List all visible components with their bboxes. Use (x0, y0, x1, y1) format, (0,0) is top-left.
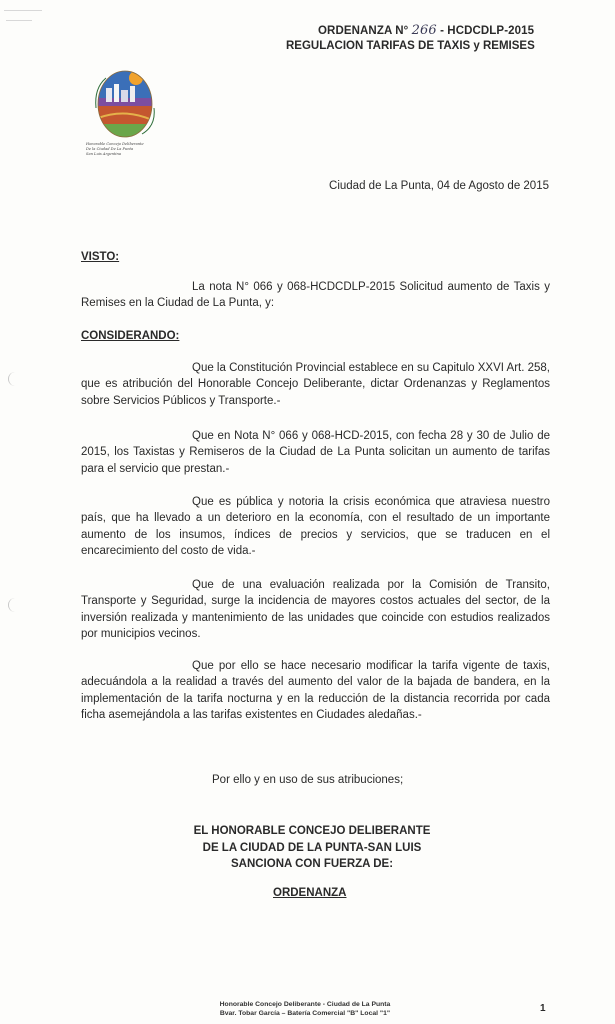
logo-caption-line: Honorable Concejo Deliberante (86, 142, 144, 146)
council-logo (92, 68, 158, 140)
footer-line-1: Honorable Concejo Deliberante - Ciudad de La Punta (219, 1001, 391, 1008)
scan-mark (4, 10, 42, 11)
handwritten-ordinance-number: 266 (411, 23, 437, 38)
date-line: Ciudad de La Punta, 04 de Agosto de 2015 (329, 180, 549, 192)
visto-heading: VISTO: (81, 251, 120, 263)
sanction-line: EL HONORABLE CONCEJO DELIBERANTE (193, 825, 431, 837)
sanction-line: DE LA CIUDAD DE LA PUNTA-SAN LUIS (202, 841, 422, 854)
considerando-paragraph (81, 360, 550, 409)
footer-line-2: Bvar. Tobar García – Batería Comercial "B" Local "1" (219, 1010, 391, 1017)
closing-line: Por ello y en uso de sus atribuciones; (212, 774, 404, 786)
scan-mark (6, 20, 32, 21)
paragraph-text: Que en Nota N° 066 y 068-HCD-2015, con fecha 28 y 30 de Julio de 2015, los Taxistas y Remiseros de la Ciudad de La Punta solicitan un aumento de tarifas para el servicio que prestan.- (81, 430, 550, 475)
visto-text: La nota N° 066 y 068-HCDCDLP-2015 Solicitud aumento de Taxis y Remises en la Ciudad de La Punta, y: (81, 281, 550, 310)
punch-hole-mark (8, 372, 19, 386)
considerando-paragraph (81, 494, 550, 559)
paragraph-text: Que la Constitución Provincial establece en su Capitulo XXVI Art. 258, que es atribución del Honorable Concejo Deliberante, dictar Ordenanzas y Reglamentos sobre Servicios Públicos y Transporte.- (81, 362, 550, 407)
considerando-heading: CONSIDERANDO: (81, 330, 180, 342)
paragraph-text: Que es pública y notoria la crisis económica que atraviesa nuestro país, que ha llevado a un deterioro en la economía, con el resultado de un importante aumento de los insumos, índices de precios y servicios, que se traducen en el encarecimiento del costo de vida.- (81, 496, 550, 557)
punch-hole-mark (8, 598, 19, 612)
page-footer (190, 1000, 420, 1018)
considerando-paragraph (81, 658, 550, 723)
considerando-paragraph (81, 428, 550, 477)
sanction-block (170, 823, 454, 873)
paragraph-text: Que por ello se hace necesario modificar la tarifa vigente de taxis, adecuándola a la realidad a través del aumento del valor de la bajada de bandera, en la implementación de la tarifa nocturna y en la reducción de la distancia recorrida por cada ficha asemejándola a las tarifas existentes en Ciudades aledañas.- (81, 660, 550, 721)
logo-caption-line: De la Ciudad De La Punta (86, 147, 134, 151)
ordinance-number-line (318, 23, 534, 38)
sanction-line: SANCIONA CON FUERZA DE: (230, 858, 394, 870)
visto-paragraph (81, 279, 550, 312)
page-number: 1 (540, 1003, 546, 1014)
paragraph-text: Que de una evaluación realizada por la Comisión de Transito, Transporte y Seguridad, surge la incidencia de mayores costos actuales del sector, de la inversión realizada y mantenimiento de las unidades que coincide con estudios realizados por municipios vecinos. (81, 579, 550, 640)
logo-caption (86, 142, 166, 157)
ordinance-subject: REGULACION TARIFAS DE TAXIS y REMISES (286, 40, 535, 52)
considerando-paragraph (81, 577, 550, 642)
logo-caption-line: San Luis Argentina (86, 152, 122, 156)
ordinance-suffix: - HCDCDLP-2015 (440, 25, 535, 37)
ordinance-heading: ORDENANZA (273, 887, 347, 899)
ordinance-prefix: ORDENANZA N° (318, 25, 409, 37)
